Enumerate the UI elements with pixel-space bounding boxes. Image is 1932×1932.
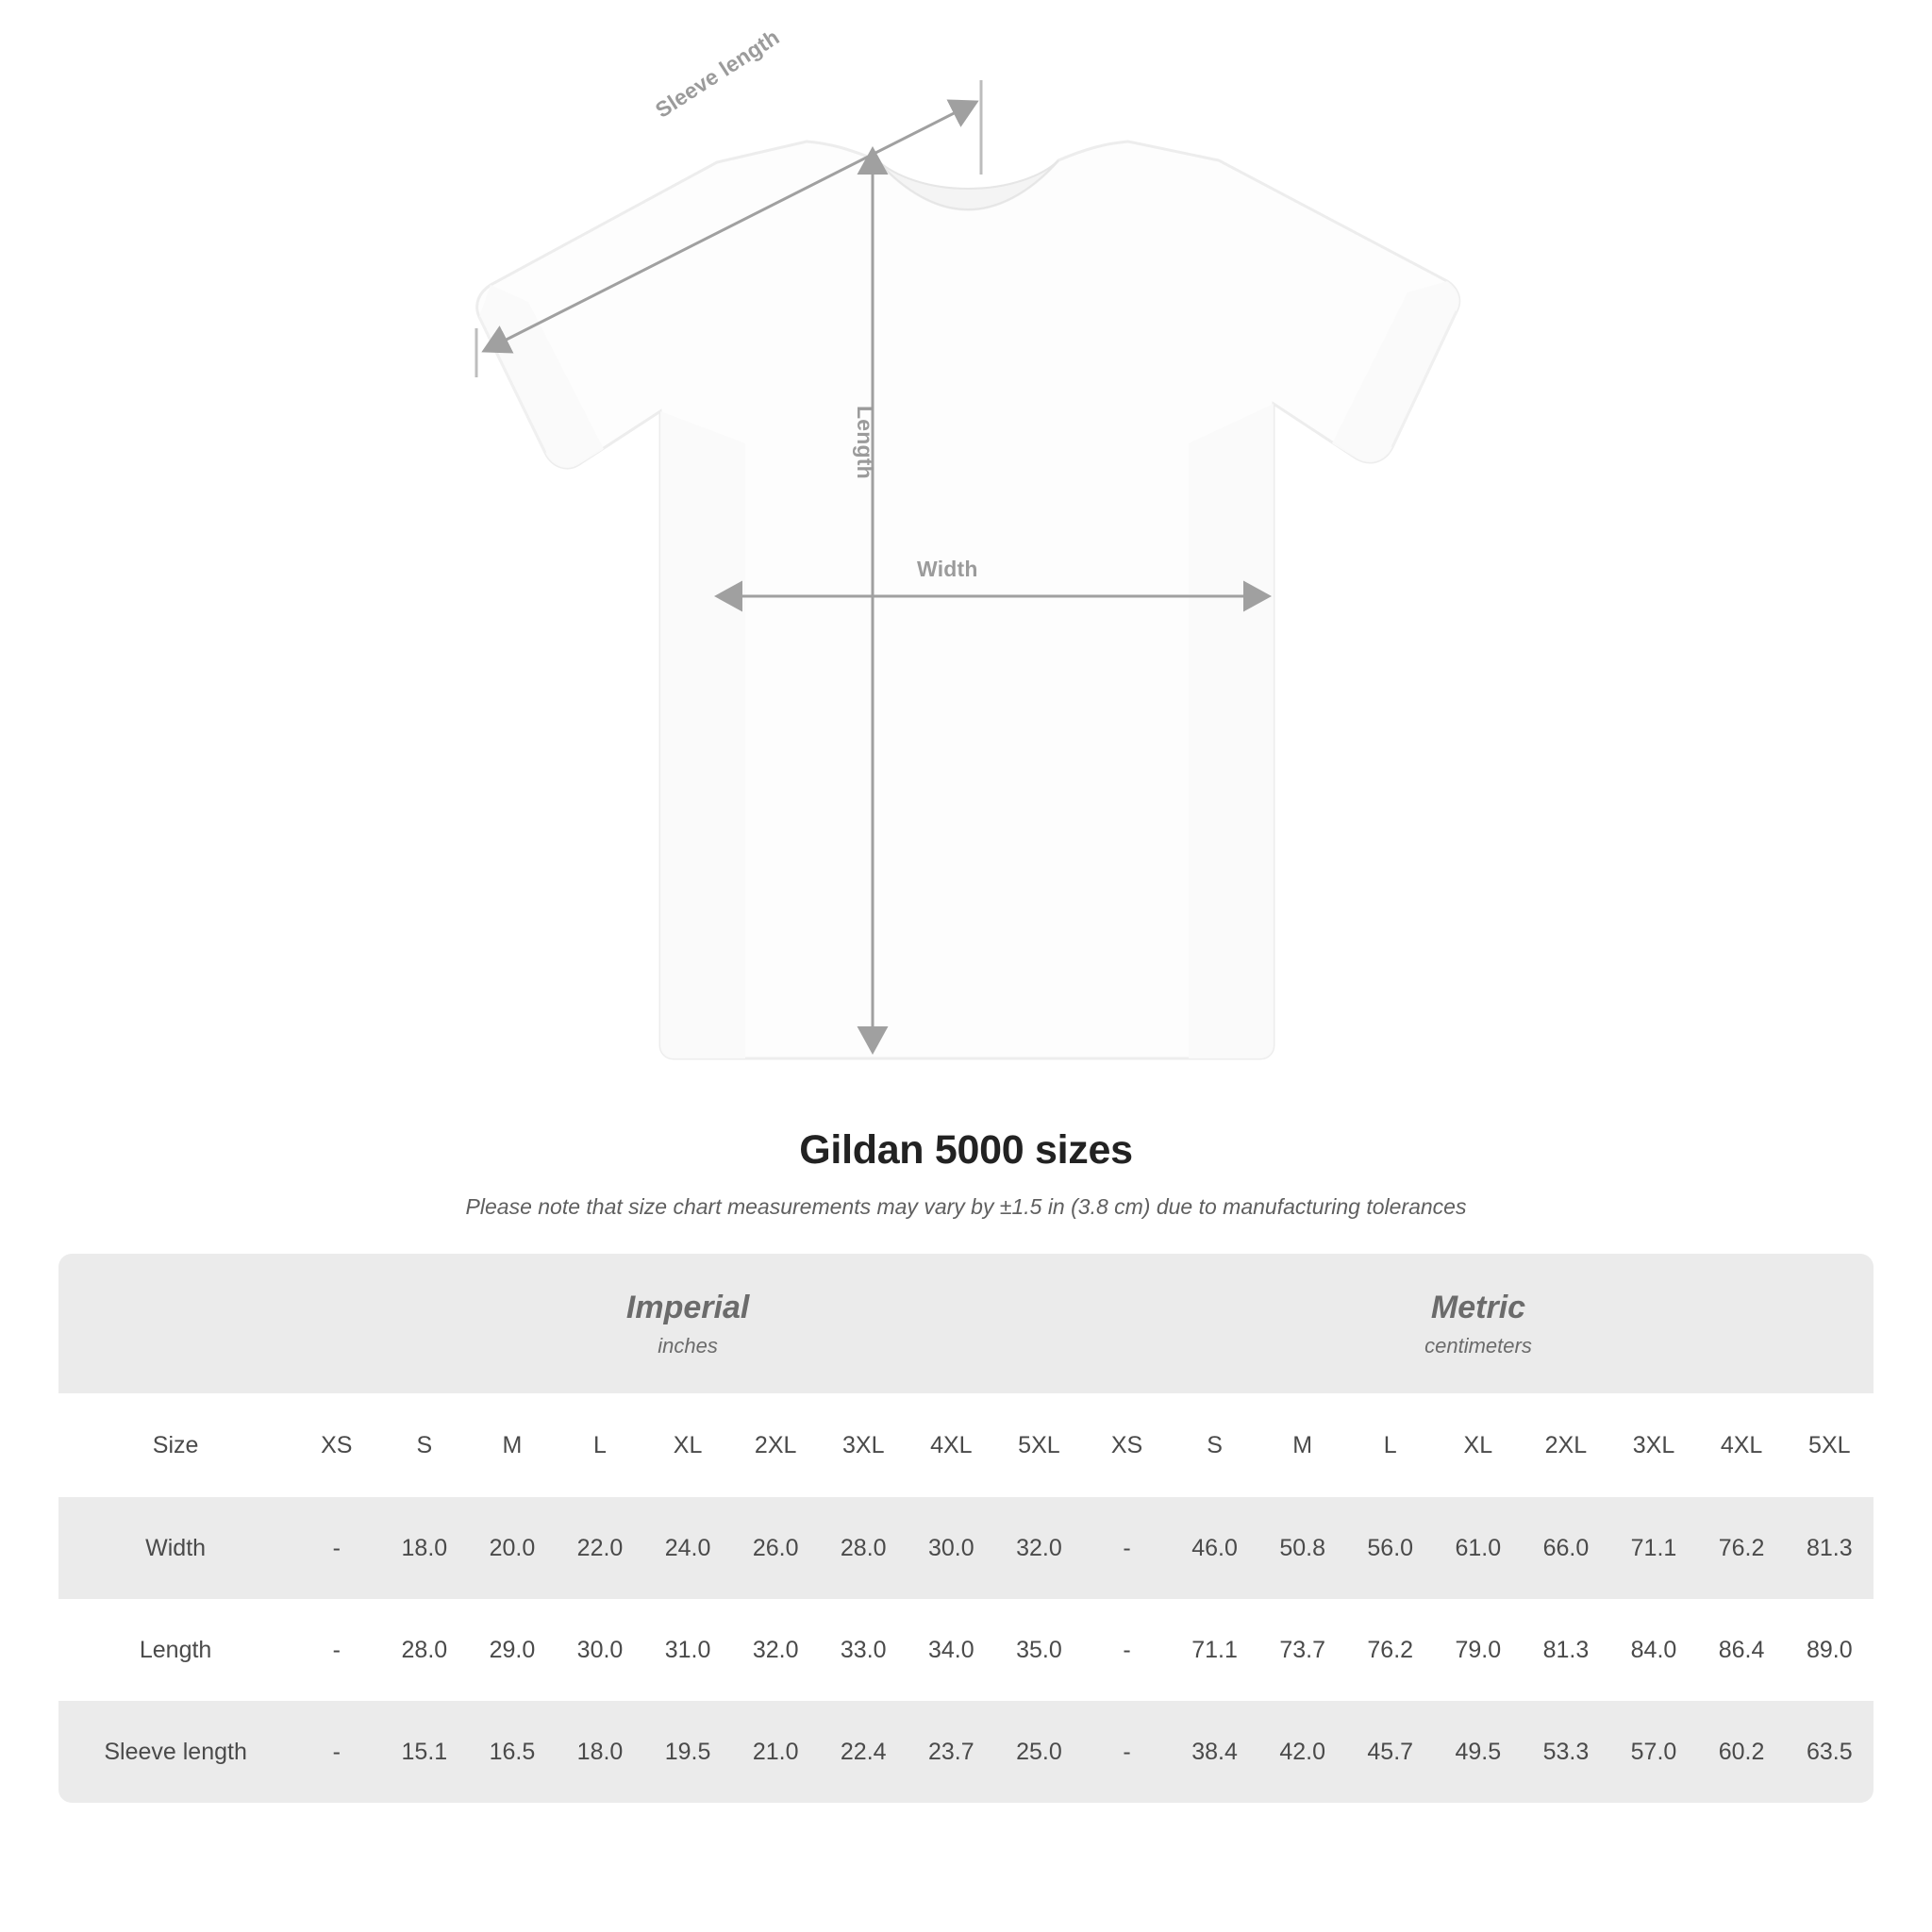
length-imperial-2xl: 32.0 xyxy=(732,1599,820,1701)
sleeve-metric-l: 45.7 xyxy=(1346,1701,1434,1803)
length-metric-m: 73.7 xyxy=(1258,1599,1346,1701)
size-header-metric-3xl: 3XL xyxy=(1609,1393,1697,1497)
length-imperial-4xl: 34.0 xyxy=(908,1599,995,1701)
sleeve-metric-m: 42.0 xyxy=(1258,1701,1346,1803)
length-label: Length xyxy=(853,406,877,479)
length-imperial-5xl: 35.0 xyxy=(995,1599,1083,1701)
size-header-imperial-xl: XL xyxy=(644,1393,732,1497)
size-header-imperial-5xl: 5XL xyxy=(995,1393,1083,1497)
sleeve-length-label: Sleeve length xyxy=(651,24,784,123)
width-imperial-xs: - xyxy=(292,1497,380,1599)
table-row-width xyxy=(58,1497,1874,1599)
size-header-label: Size xyxy=(58,1393,292,1497)
sleeve-imperial-5xl: 25.0 xyxy=(995,1701,1083,1803)
metric-name: Metric xyxy=(1430,1289,1526,1325)
width-imperial-3xl: 28.0 xyxy=(820,1497,908,1599)
sleeve-imperial-3xl: 22.4 xyxy=(820,1701,908,1803)
sleeve-imperial-xl: 19.5 xyxy=(644,1701,732,1803)
size-header-row xyxy=(58,1393,1874,1497)
width-imperial-4xl: 30.0 xyxy=(908,1497,995,1599)
size-header-metric-m: M xyxy=(1258,1393,1346,1497)
length-metric-xs: - xyxy=(1083,1599,1171,1701)
row-label-sleeve-length: Sleeve length xyxy=(58,1701,292,1803)
size-header-metric-4xl: 4XL xyxy=(1698,1393,1786,1497)
width-imperial-m: 20.0 xyxy=(468,1497,556,1599)
length-metric-xl: 79.0 xyxy=(1434,1599,1522,1701)
size-header-imperial-l: L xyxy=(556,1393,643,1497)
length-metric-3xl: 84.0 xyxy=(1609,1599,1697,1701)
length-metric-4xl: 86.4 xyxy=(1698,1599,1786,1701)
table-row-sleeve-length xyxy=(58,1701,1874,1803)
metric-sub: centimeters xyxy=(1424,1334,1532,1358)
width-label: Width xyxy=(917,557,978,581)
sleeve-imperial-2xl: 21.0 xyxy=(732,1701,820,1803)
size-table-wrapper xyxy=(58,1254,1874,1803)
size-header-imperial-s: S xyxy=(380,1393,468,1497)
sleeve-metric-5xl: 63.5 xyxy=(1786,1701,1874,1803)
width-metric-3xl: 71.1 xyxy=(1609,1497,1697,1599)
size-header-metric-xs: XS xyxy=(1083,1393,1171,1497)
imperial-sub: inches xyxy=(658,1334,718,1358)
length-imperial-xs: - xyxy=(292,1599,380,1701)
tolerance-note: Please note that size chart measurements may vary by ±1.5 in (3.8 cm) due to manufacturing tolerances xyxy=(465,1194,1467,1219)
length-metric-2xl: 81.3 xyxy=(1522,1599,1609,1701)
unit-header-spacer xyxy=(58,1254,292,1393)
size-header-metric-s: S xyxy=(1171,1393,1258,1497)
width-metric-s: 46.0 xyxy=(1171,1497,1258,1599)
size-header-imperial-xs: XS xyxy=(292,1393,380,1497)
length-imperial-3xl: 33.0 xyxy=(820,1599,908,1701)
size-header-imperial-4xl: 4XL xyxy=(908,1393,995,1497)
width-metric-xl: 61.0 xyxy=(1434,1497,1522,1599)
length-metric-s: 71.1 xyxy=(1171,1599,1258,1701)
sleeve-metric-s: 38.4 xyxy=(1171,1701,1258,1803)
size-header-imperial-2xl: 2XL xyxy=(732,1393,820,1497)
size-header-metric-l: L xyxy=(1346,1393,1434,1497)
length-imperial-s: 28.0 xyxy=(380,1599,468,1701)
row-label-width: Width xyxy=(58,1497,292,1599)
page-title: Gildan 5000 sizes xyxy=(799,1127,1133,1173)
width-imperial-s: 18.0 xyxy=(380,1497,468,1599)
row-label-length: Length xyxy=(58,1599,292,1701)
title-block xyxy=(0,1127,1932,1220)
width-metric-2xl: 66.0 xyxy=(1522,1497,1609,1599)
length-imperial-l: 30.0 xyxy=(556,1599,643,1701)
width-metric-l: 56.0 xyxy=(1346,1497,1434,1599)
size-header-imperial-m: M xyxy=(468,1393,556,1497)
unit-header-imperial xyxy=(292,1254,1083,1393)
length-metric-l: 76.2 xyxy=(1346,1599,1434,1701)
length-imperial-m: 29.0 xyxy=(468,1599,556,1701)
sleeve-imperial-4xl: 23.7 xyxy=(908,1701,995,1803)
sleeve-imperial-m: 16.5 xyxy=(468,1701,556,1803)
size-header-metric-5xl: 5XL xyxy=(1786,1393,1874,1497)
width-imperial-l: 22.0 xyxy=(556,1497,643,1599)
width-imperial-2xl: 26.0 xyxy=(732,1497,820,1599)
sleeve-imperial-l: 18.0 xyxy=(556,1701,643,1803)
sleeve-imperial-s: 15.1 xyxy=(380,1701,468,1803)
width-imperial-5xl: 32.0 xyxy=(995,1497,1083,1599)
sleeve-metric-xs: - xyxy=(1083,1701,1171,1803)
width-metric-m: 50.8 xyxy=(1258,1497,1346,1599)
table-row-length xyxy=(58,1599,1874,1701)
sleeve-imperial-xs: - xyxy=(292,1701,380,1803)
size-header-metric-xl: XL xyxy=(1434,1393,1522,1497)
size-table xyxy=(58,1254,1874,1803)
sleeve-metric-xl: 49.5 xyxy=(1434,1701,1522,1803)
unit-header-row xyxy=(58,1254,1874,1393)
width-metric-xs: - xyxy=(1083,1497,1171,1599)
length-imperial-xl: 31.0 xyxy=(644,1599,732,1701)
length-metric-5xl: 89.0 xyxy=(1786,1599,1874,1701)
width-metric-4xl: 76.2 xyxy=(1698,1497,1786,1599)
width-metric-5xl: 81.3 xyxy=(1786,1497,1874,1599)
unit-header-metric xyxy=(1083,1254,1874,1393)
sleeve-metric-4xl: 60.2 xyxy=(1698,1701,1786,1803)
width-imperial-xl: 24.0 xyxy=(644,1497,732,1599)
size-header-metric-2xl: 2XL xyxy=(1522,1393,1609,1497)
size-header-imperial-3xl: 3XL xyxy=(820,1393,908,1497)
sleeve-metric-2xl: 53.3 xyxy=(1522,1701,1609,1803)
imperial-name: Imperial xyxy=(625,1289,750,1325)
sleeve-metric-3xl: 57.0 xyxy=(1609,1701,1697,1803)
